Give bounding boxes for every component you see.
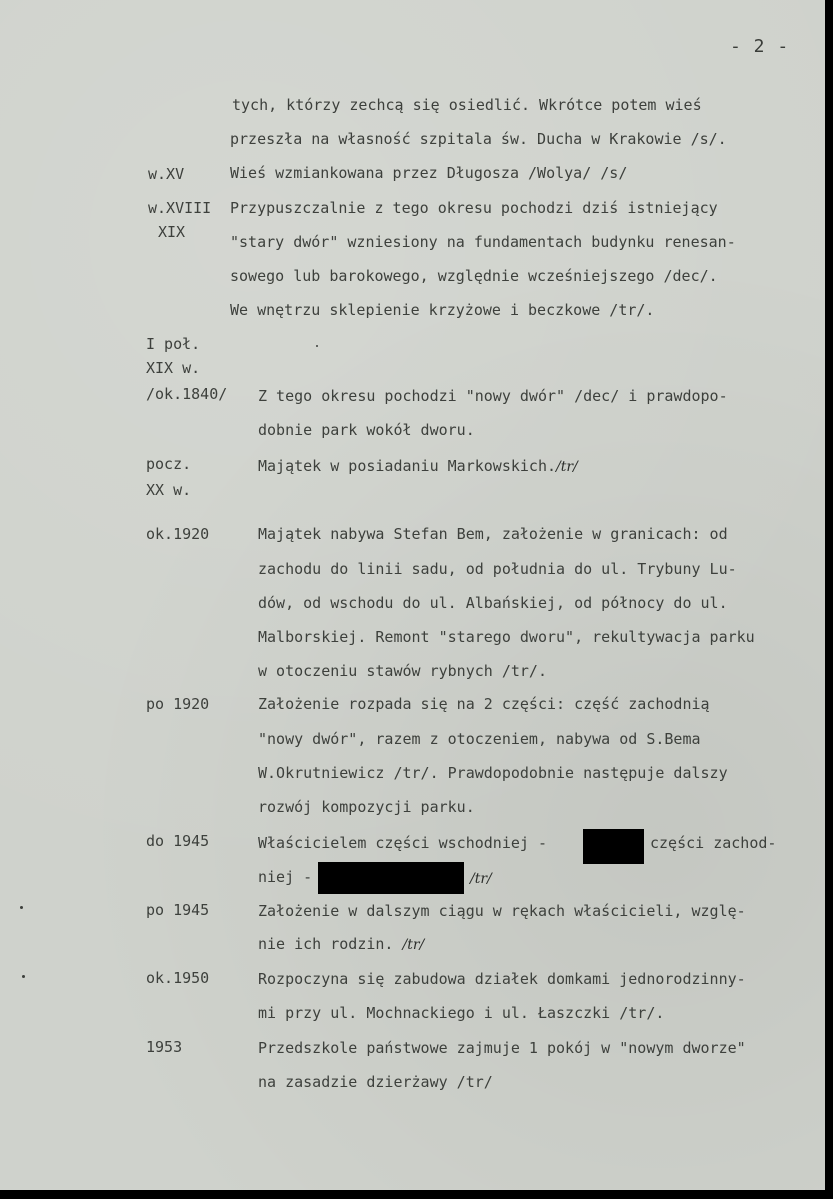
date-label: do 1945: [146, 832, 210, 850]
handwritten-note: /tr/: [556, 459, 578, 475]
text-line: Założenie w dalszym ciągu w rękach właścicieli, wzglę-: [258, 902, 746, 920]
date-label: po 1920: [146, 695, 210, 713]
text-line: sowego lub barokowego, względnie wcześniejszego /dec/.: [230, 267, 718, 285]
date-label: ok.1920: [146, 525, 210, 543]
text-line: niej -: [258, 868, 313, 886]
text-line: Właścicielem części wschodniej -: [258, 834, 547, 852]
text-line: Rozpoczyna się zabudowa działek domkami jednorodzinny-: [258, 970, 746, 988]
text-line: rozwój kompozycji parku.: [258, 798, 475, 816]
date-label: ok.1950: [146, 969, 210, 987]
text-line: Z tego okresu pochodzi "nowy dwór" /dec/ i prawdopo-: [258, 387, 728, 405]
text-line-main: Majątek w posiadaniu Markowskich.: [258, 457, 557, 475]
date-label: 1953: [146, 1038, 183, 1056]
text-line: dobnie park wokół dworu.: [258, 421, 475, 439]
margin-mark: [22, 975, 25, 978]
text-line-main: nie ich rodzin.: [258, 935, 394, 953]
text-line: Przedszkole państwowe zajmuje 1 pokój w "nowym dworze": [258, 1039, 746, 1057]
date-label: I poł.: [146, 335, 201, 353]
redaction-box: [318, 862, 464, 894]
text-line: tych, którzy zechcą się osiedlić. Wkrótce potem wieś: [232, 96, 702, 114]
text-line: dów, od wschodu do ul. Albańskiej, od północy do ul.: [258, 594, 728, 612]
text-line: Założenie rozpada się na 2 części: część zachodnią: [258, 695, 710, 713]
date-label: XX w.: [146, 481, 192, 499]
date-label: w.XVIII: [148, 199, 212, 217]
date-label: /ok.1840/: [146, 385, 228, 403]
date-label: pocz.: [146, 455, 192, 473]
handwritten-note: /tr/: [402, 937, 425, 953]
text-line: na zasadzie dzierżawy /tr/: [258, 1073, 493, 1091]
text-line: [258, 937, 424, 952]
redaction-box: [583, 829, 644, 864]
date-label: XIX w.: [146, 359, 201, 377]
date-label: XIX: [158, 223, 186, 241]
margin-mark: [20, 906, 23, 909]
text-line: Malborskiej. Remont "starego dworu", rekultywacja parku: [258, 628, 755, 646]
text-line: We wnętrzu sklepienie krzyżowe i beczkowe /tr/.: [230, 301, 655, 319]
text-line: "stary dwór" wzniesiony na fundamentach budynku renesan-: [230, 233, 736, 251]
text-line: mi przy ul. Mochnackiego i ul. Łaszczki /tr/.: [258, 1004, 665, 1022]
text-line: Majątek nabywa Stefan Bem, założenie w granicach: od: [258, 525, 728, 543]
date-label: w.XV: [148, 165, 185, 183]
page-number: - 2 -: [730, 36, 790, 57]
speck: [316, 345, 318, 347]
text-line: przeszła na własność szpitala św. Ducha w Krakowie /s/.: [230, 130, 727, 148]
handwritten-note: /tr/: [470, 871, 492, 887]
text-line: w otoczeniu stawów rybnych /tr/.: [258, 662, 547, 680]
text-line: "nowy dwór", razem z otoczeniem, nabywa od S.Bema: [258, 730, 701, 748]
text-line: Wieś wzmiankowana przez Długosza /Wolya/ /s/: [230, 164, 628, 182]
text-line: [258, 459, 578, 474]
text-line: W.Okrutniewicz /tr/. Prawdopodobnie następuje dalszy: [258, 764, 728, 782]
text-line: zachodu do linii sadu, od południa do ul. Trybuny Lu-: [258, 560, 737, 578]
text-line: części zachod-: [650, 834, 777, 852]
date-label: po 1945: [146, 901, 210, 919]
text-line: Przypuszczalnie z tego okresu pochodzi dziś istniejący: [230, 199, 718, 217]
